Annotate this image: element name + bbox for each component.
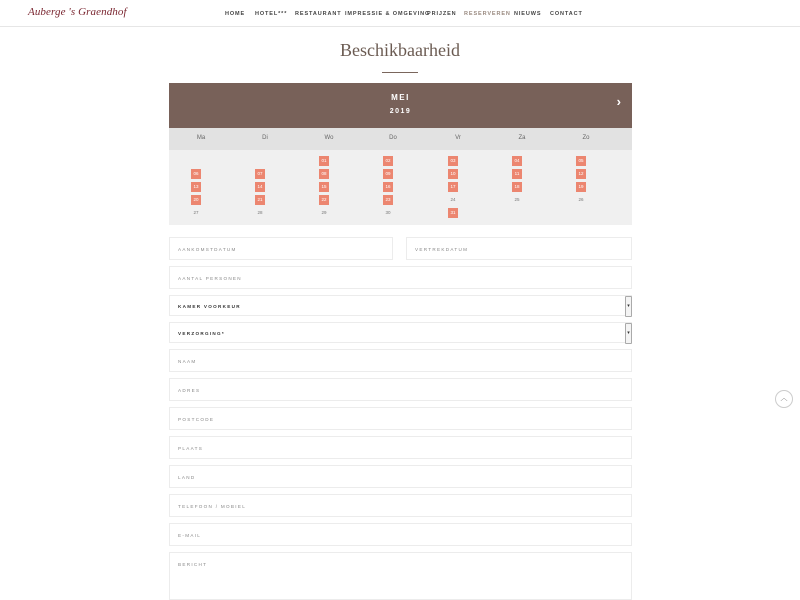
calendar-day-available[interactable]: 10 [448, 169, 458, 179]
phone-label: TELEFOON / MOBIEL [178, 504, 247, 509]
calendar-grid [169, 150, 632, 225]
address-field[interactable] [169, 378, 632, 401]
calendar-day-available[interactable]: 31 [448, 208, 458, 218]
name-label: NAAM [178, 359, 197, 364]
day-name: Ma [196, 135, 206, 141]
board-label: VERZORGING* [178, 331, 225, 336]
calendar-day: 24 [450, 197, 456, 202]
email-label: E-MAIL [178, 533, 202, 538]
calendar-day-available[interactable]: 03 [448, 156, 458, 166]
city-label: PLAATS [178, 446, 204, 451]
calendar-day-available[interactable]: 21 [255, 195, 265, 205]
postcode-label: POSTCODE [178, 417, 215, 422]
day-name: Di [262, 135, 268, 141]
calendar-day-available[interactable]: 05 [576, 156, 586, 166]
calendar-day-available[interactable]: 01 [319, 156, 329, 166]
calendar-day-available[interactable]: 02 [383, 156, 393, 166]
calendar-day: 25 [514, 197, 520, 202]
calendar-day: 30 [385, 210, 391, 215]
calendar-day-available[interactable]: 13 [191, 182, 201, 192]
calendar-day-available[interactable]: 12 [576, 169, 586, 179]
nav-item-nieuws[interactable]: NIEUWS [514, 11, 542, 17]
arrival-date-label: AANKOMSTDATUM [178, 247, 237, 252]
nav-item-home[interactable]: HOME [225, 11, 246, 17]
arrival-date-field[interactable] [169, 237, 393, 260]
postcode-field[interactable] [169, 407, 632, 430]
email-field[interactable] [169, 523, 632, 546]
day-name: Vr [455, 135, 461, 141]
calendar-year: 2019 [389, 108, 412, 115]
calendar-day: 29 [321, 210, 327, 215]
guests-label: AANTAL PERSONEN [178, 276, 242, 281]
phone-field[interactable] [169, 494, 632, 517]
country-label: LAND [178, 475, 196, 480]
nav-item-restaurant[interactable]: RESTAURANT [295, 11, 342, 17]
chevron-up-icon[interactable]: ︿ [775, 390, 793, 408]
room-preference-select[interactable] [169, 295, 632, 316]
logo[interactable]: Auberge 's Graendhof [28, 6, 127, 18]
calendar-day-available[interactable]: 04 [512, 156, 522, 166]
calendar-day-available[interactable]: 18 [512, 182, 522, 192]
nav-item-contact[interactable]: CONTACT [550, 11, 583, 17]
title-divider [382, 72, 418, 73]
day-name: Wo [324, 135, 334, 141]
calendar-day-available[interactable]: 17 [448, 182, 458, 192]
calendar-day-available[interactable]: 11 [512, 169, 522, 179]
calendar-day-available[interactable]: 06 [191, 169, 201, 179]
message-field[interactable] [169, 552, 632, 600]
nav-item-prijzen[interactable]: PRIJZEN [427, 11, 457, 17]
calendar-day-available[interactable]: 15 [319, 182, 329, 192]
site-header [0, 0, 800, 27]
message-label: BERICHT [178, 562, 208, 567]
calendar-day-available[interactable]: 14 [255, 182, 265, 192]
country-field[interactable] [169, 465, 632, 488]
guests-field[interactable] [169, 266, 632, 289]
calendar-day-available[interactable]: 19 [576, 182, 586, 192]
board-select[interactable] [169, 322, 632, 343]
name-field[interactable] [169, 349, 632, 372]
nav-item-impressie[interactable]: IMPRESSIE & OMGEVING [345, 11, 431, 17]
nav-item-reserveren[interactable]: RESERVEREN [464, 11, 511, 17]
calendar-day-available[interactable]: 09 [383, 169, 393, 179]
calendar-day: 27 [193, 210, 199, 215]
day-name: Za [518, 135, 526, 141]
calendar-header [169, 83, 632, 128]
calendar-day-available[interactable]: 23 [383, 195, 393, 205]
dropdown-arrow-icon[interactable]: ▾ [625, 296, 632, 317]
day-name: Do [389, 135, 397, 141]
calendar-day-available[interactable]: 20 [191, 195, 201, 205]
room-preference-label: KAMER VOORKEUR [178, 304, 241, 309]
address-label: ADRES [178, 388, 201, 393]
calendar-day-available[interactable]: 22 [319, 195, 329, 205]
calendar-day-available[interactable]: 16 [383, 182, 393, 192]
calendar-day-names [169, 128, 632, 150]
page-title: Beschikbaarheid [340, 40, 460, 60]
main-nav [0, 11, 800, 19]
departure-date-field[interactable] [406, 237, 632, 260]
calendar-day-available[interactable]: 07 [255, 169, 265, 179]
departure-date-label: VERTREKDATUM [415, 247, 469, 252]
day-name: Zo [582, 135, 590, 141]
nav-item-hotel[interactable]: HOTEL*** [255, 11, 288, 17]
calendar-day-available[interactable]: 08 [319, 169, 329, 179]
dropdown-arrow-icon[interactable]: ▾ [625, 323, 632, 344]
calendar-day: 28 [257, 210, 263, 215]
chevron-right-icon[interactable]: › [616, 94, 621, 109]
calendar-day: 26 [578, 197, 584, 202]
city-field[interactable] [169, 436, 632, 459]
calendar-month: MEI [391, 93, 410, 102]
